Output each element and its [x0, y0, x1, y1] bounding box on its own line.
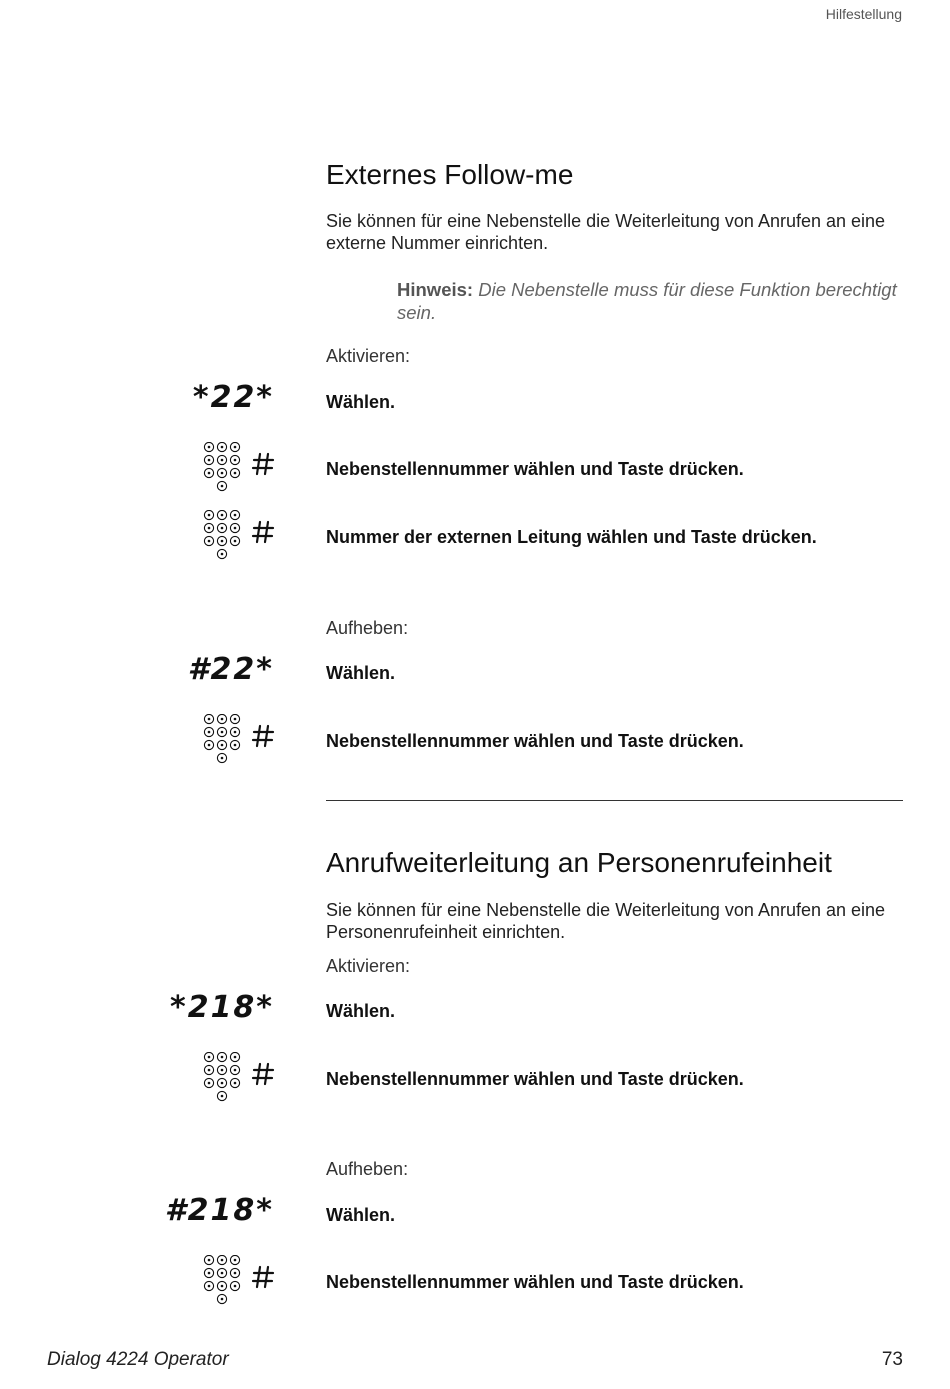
step-text: Nebenstellennummer wählen und Taste drücken. [326, 1069, 744, 1089]
note-label: Hinweis: [397, 279, 474, 300]
keypad-hash-icon [203, 1052, 277, 1102]
dial-code: *22* [192, 380, 274, 415]
cancel-label: Aufheben: [326, 618, 409, 638]
activate-label: Aktivieren: [326, 956, 411, 976]
section-title-external-follow-me: Externes Follow-me [326, 159, 574, 190]
note [397, 278, 897, 324]
section-divider [326, 800, 903, 801]
cancel-label: Aufheben: [326, 1159, 409, 1179]
step-text: Wählen. [326, 1205, 396, 1225]
section-title-pager-forwarding: Anrufweiterleitung an Personenrufeinheit [326, 847, 832, 878]
step-text: Nebenstellennummer wählen und Taste drücken. [326, 459, 744, 479]
running-header: Hilfestellung [825, 6, 902, 22]
section-intro: Sie können für eine Nebenstelle die Weiterleitung von Anrufen an eine Personenrufeinheit einrichten. [326, 900, 886, 942]
step-text: Nebenstellennummer wählen und Taste drücken. [326, 731, 744, 751]
dial-code: *218* [170, 990, 274, 1025]
step-text: Wählen. [326, 663, 396, 683]
keypad-hash-icon [203, 442, 277, 492]
dial-code: #22* [187, 652, 274, 687]
step-text: Wählen. [326, 1001, 396, 1021]
section-intro: Sie können für eine Nebenstelle die Weiterleitung von Anrufen an eine externe Nummer einrichten. [326, 211, 886, 253]
step-text: Wählen. [326, 392, 396, 412]
keypad-hash-icon [203, 510, 277, 560]
page-number: 73 [881, 1349, 903, 1370]
note-text: Die Nebenstelle muss für diese Funktion berechtigt sein. [397, 279, 897, 323]
dial-code: #218* [164, 1193, 274, 1228]
keypad-hash-icon [203, 1255, 277, 1305]
step-text: Nummer der externen Leitung wählen und Taste drücken. [326, 527, 817, 547]
keypad-hash-icon [203, 714, 277, 764]
activate-label: Aktivieren: [326, 346, 411, 366]
step-text: Nebenstellennummer wählen und Taste drücken. [326, 1272, 744, 1292]
footer-product: Dialog 4224 Operator [47, 1349, 229, 1370]
